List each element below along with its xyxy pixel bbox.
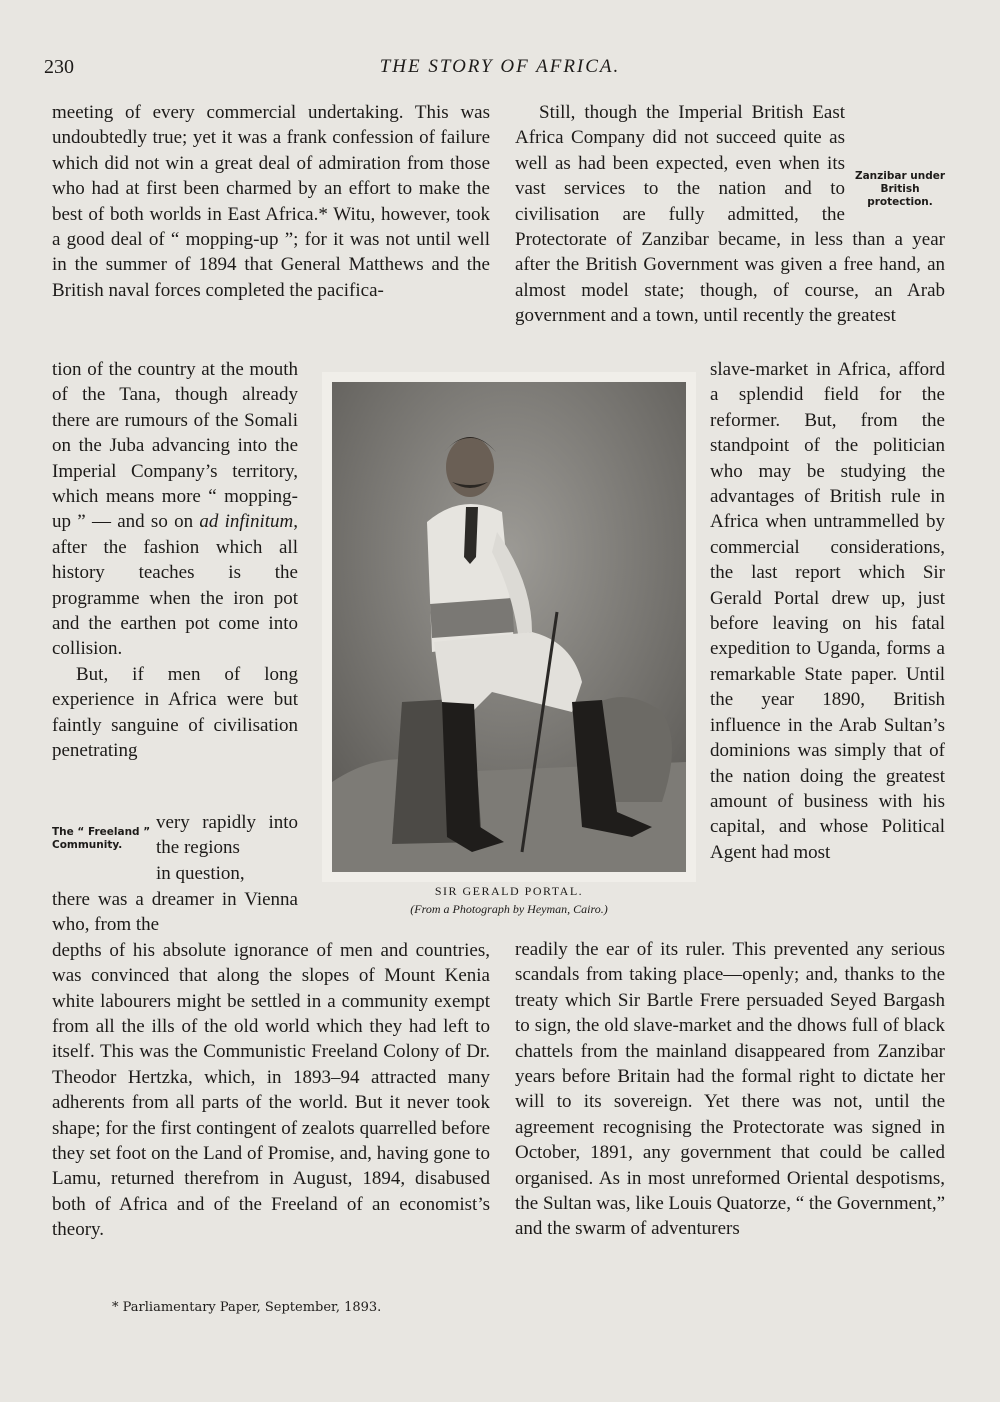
left-paragraph-4b: depths of his absolute ignorance of men and countries, was convinced that along the slopes of Mount Kenia white labourers might be settled in a community exempt from all the ills of the old world which they had left to itself. This was the Communistic Freeland Colony of Dr. Theodor Hertzka, which, in 1893–94 attracted many adherents from all parts of the world. But it never took shape; for the first contingent of zealots quarrelled before they set foot on the Land of Promise, and, having gone to Lamu, returned therefrom in August, 1894, disabused both of Africa and of the Freeland of an economist’s theory.	[52, 939, 490, 1241]
figure-caption-credit: (From a Photograph by Heyman, Cairo.)	[410, 902, 608, 916]
page-number: 230	[44, 56, 74, 78]
left-text-b: , after the fashion which all history teaches is the programme when the iron pot and the earthen pot come into collision.	[52, 511, 298, 660]
figure-caption-title: SIR GERALD PORTAL.	[434, 884, 584, 898]
left-rapidly-text: very rapidly into the regions	[156, 812, 298, 859]
right-paragraph-1: Still, though the Imperial British East Africa Company did not succeed quite as well as had been expected, even when its vast services to the nation and to civilisation are fully admitted, the Protectorate of Zanzibar became, in less than a year after the British Government was given a free hand, an almost model state; though, of course, an Arab government and a town, until recently the greatest	[515, 102, 945, 327]
left-question-text: in question,	[156, 863, 245, 884]
right-column-top	[515, 100, 945, 329]
running-head: THE STORY OF AFRICA.	[379, 56, 621, 77]
portrait-figure	[322, 372, 696, 882]
left-paragraph-1: meeting of every commercial undertaking. This was undoubtedly true; yet it was a frank confession of failure which did not win a great deal of admiration from those who had at first been charmed by an effort to make the best of both worlds in East Africa.* Witu, however, took a good deal of “ mopping-up ”; for it was not until well in the summer of 1894 that General Matthews and the British naval forces completed the pacifica-	[52, 102, 490, 301]
right-paragraph-3: readily the ear of its ruler. This prevented any serious scandals from taking place—openly; and, thanks to the treaty which Sir Bartle Frere persuaded Seyed Bargash to sign, the old slave-market and the dhows full of black chattels from the mainland disappeared from Zanzibar years before Britain had the formal right to dictate her will to its sovereign. Yet there was not, until the agreement recognising the Protectorate was signed in October, 1891, any government that could be called organised. As in most unreformed Oriental despotisms, the Sultan was, like Louis Quatorze, “ the Government,” and the swarm of adventurers	[515, 939, 946, 1240]
left-text-italic: ad infinitum	[199, 511, 294, 533]
left-column-top	[52, 100, 490, 303]
portrait-illustration	[332, 382, 686, 872]
left-column-bottom	[52, 887, 490, 1243]
footnote: * Parliamentary Paper, September, 1893.	[112, 1300, 382, 1315]
side-note-zanzibar: Zanzibar under British protection.	[854, 170, 946, 208]
left-paragraph-2	[52, 357, 298, 662]
right-column-bottom	[515, 937, 945, 1242]
left-text-a: tion of the country at the mouth of the Tana, though already there are rumours of the Somali on the Juba advancing into the Imperial Company’s territory, which means more “ mopping-up ” — and so on	[52, 359, 298, 533]
left-column-wrap	[52, 357, 298, 764]
side-note-freeland: The “ Freeland ” Community.	[52, 826, 151, 851]
left-paragraph-3: But, if men of long experience in Africa were but faintly sanguine of civilisation penetrating	[52, 663, 298, 762]
right-paragraph-2: slave-market in Africa, afford a splendid field for the reformer. But, from the standpoint of the politician who may be studying the advantages of British rule in Africa when untrammelled by commercial considerations, the last report which Sir Gerald Portal drew up, just before leaving on his fatal expedition to Uganda, forms a remarkable State paper. Until the year 1890, British influence in the Arab Sultan’s dominions was simply that of the nation doing the greatest amount of business with his capital, and whose Political Agent had most	[710, 359, 945, 863]
right-column-wrap	[710, 357, 945, 865]
left-paragraph-4a: there was a dreamer in Vienna who, from the	[52, 889, 298, 936]
portrait-photo	[332, 382, 686, 872]
